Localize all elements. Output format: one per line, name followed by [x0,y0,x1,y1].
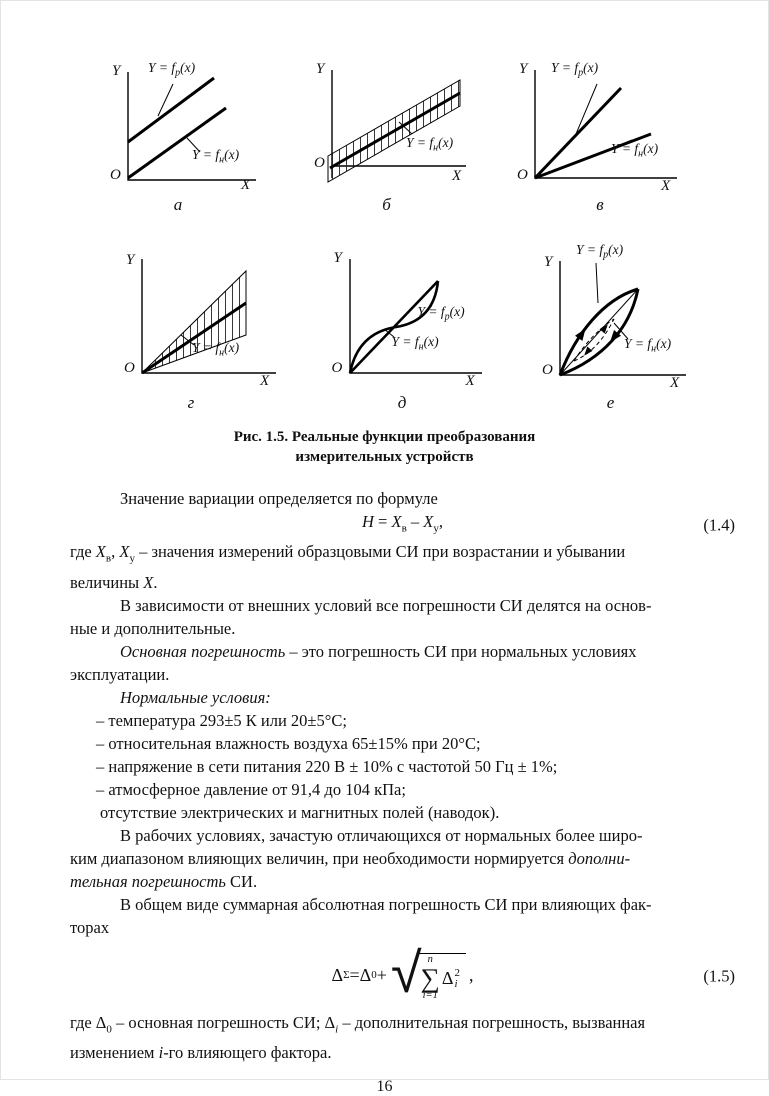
formula-1-5 [70,941,735,1007]
figure-caption-line2: измерительных устройств [295,449,474,465]
paragraph-zavis-line1: В зависимости от внешних условий все погрешности СИ делятся на основ- [120,595,652,615]
axis-label-origin: О [124,360,135,376]
axis-label-origin: О [331,360,343,376]
formula-1-4 [70,510,735,540]
paragraph-gde2-line1: где $\Delta_0$ – основная погрешность СИ; $\Delta_i$ – дополнительная погрешность, вызванная [70,1012,646,1035]
figure-row-2 [0,241,769,413]
graph-b [294,58,479,215]
axis-label-x: X [260,373,270,389]
axis-label-x: X [661,178,671,194]
graph-a [88,58,268,215]
list-item-pressure: – атмосферное давление от 91,4 до 104 кПа; [96,779,406,799]
paragraph-zavis-line2: ные и дополнительные. [70,618,236,638]
graph-letter: а [173,195,183,214]
paragraph-osn-line1: Основная погрешность – это погрешность СИ при нормальных условиях [120,641,637,661]
graph-letter: в [596,195,604,214]
figure-1-5 [0,0,769,467]
graph-letter: г [187,393,195,412]
fp-curve-label: $Y = f_p(x)$ [417,304,465,323]
axis-label-y: Y [112,63,121,79]
graph-v-plot [505,58,695,193]
figure-caption [0,427,769,467]
axis-label-x: X [465,373,475,389]
fp-curve-label: $Y = f_p(x)$ [148,60,196,79]
paragraph-obshch-line1: В общем виде суммарная абсолютная погрешность СИ при влияющих фак- [120,894,652,914]
formula-1-5-number: (1.5) [703,966,735,986]
fn-curve-label: $Y = f_н(x)$ [192,147,240,166]
graph-d [310,241,495,413]
graph-e [518,241,703,413]
body-text [0,487,769,1064]
axis-label-x: X [241,177,251,193]
paragraph-gde2-line2: изменением i-го влияющего фактора. [70,1042,332,1062]
paragraph-obshch-line2: торах [70,917,110,937]
paragraph-variation: Значение вариации определяется по формуле [120,489,438,508]
axis-label-y: Y [316,61,325,77]
axis-label-y: Y [519,61,528,77]
paragraph-gde1-line2: величины X. [70,572,158,592]
figure-caption-line1: Рис. 1.5. Реальные функции преобразования [233,429,536,445]
summation: n ∑ i=1 [420,954,440,1002]
graph-letter: е [606,393,615,412]
graph-letter: б [382,195,391,214]
graph-letter: д [397,393,407,412]
graph-g [96,241,286,413]
fp-curve-label: $Y = f_p(x)$ [576,242,624,261]
formula-1-4-expression: $H = X_в - X_у$, [362,512,443,535]
fn-curve-label: $Y = f_н(x)$ [192,340,240,359]
list-item-voltage: – напряжение в сети питания 220 В ± 10% с частотой 50 Гц ± 1%; [96,756,558,776]
page-number: 16 [376,1077,393,1095]
axis-label-origin: О [314,155,325,171]
axis-label-y: Y [126,252,135,268]
list-item-humidity: – относительная влажность воздуха 65±15% при 20°С; [96,733,481,753]
figure-row-1 [0,58,769,215]
list-item-temperature: – температура 293±5 К или 20±5°С; [96,710,347,730]
list-item-fields: отсутствие электрических и магнитных полей (наводок). [100,802,500,822]
fn-curve-label: $Y = f_н(x)$ [611,141,659,160]
paragraph-norm-conditions: Нормальные условия: [120,687,271,707]
formula-1-5-expression: Δ Σ = Δ 0 + √ n ∑ i=1 Δ 2 i , [331,941,474,1007]
formula-1-4-number: (1.4) [703,515,735,535]
axis-label-x: X [452,168,462,184]
paragraph-osn-line2: эксплуатации. [70,664,170,684]
radical: √ n ∑ i=1 Δ 2 i [391,949,466,1002]
paragraph-rab-line3: тельная погрешность СИ. [70,871,258,891]
axis-label-origin: О [542,362,553,378]
paragraph-rab-line1: В рабочих условиях, зачастую отличающихся от нормальных более широ- [120,825,643,845]
fn-curve-label: $Y = f_н(x)$ [624,336,672,355]
axis-label-y: Y [544,254,553,270]
paragraph-gde1-line1: где $X_в$, $X_у$ – значения измерений образцовыми СИ при возрастании и убывании [70,542,626,565]
fn-curve-label: $Y = f_н(x)$ [406,135,454,154]
graph-v [505,58,695,215]
fn-curve-label: $Y = f_н(x)$ [391,334,439,353]
axis-label-origin: О [110,167,121,183]
axis-label-y: Y [333,250,342,266]
paragraph-rab-line2: ким диапазоном влияющих величин, при необходимости нормируется дополни- [70,848,631,868]
axis-label-origin: О [517,167,528,183]
axis-label-x: X [670,375,680,391]
fp-curve-label: $Y = f_p(x)$ [551,60,599,79]
